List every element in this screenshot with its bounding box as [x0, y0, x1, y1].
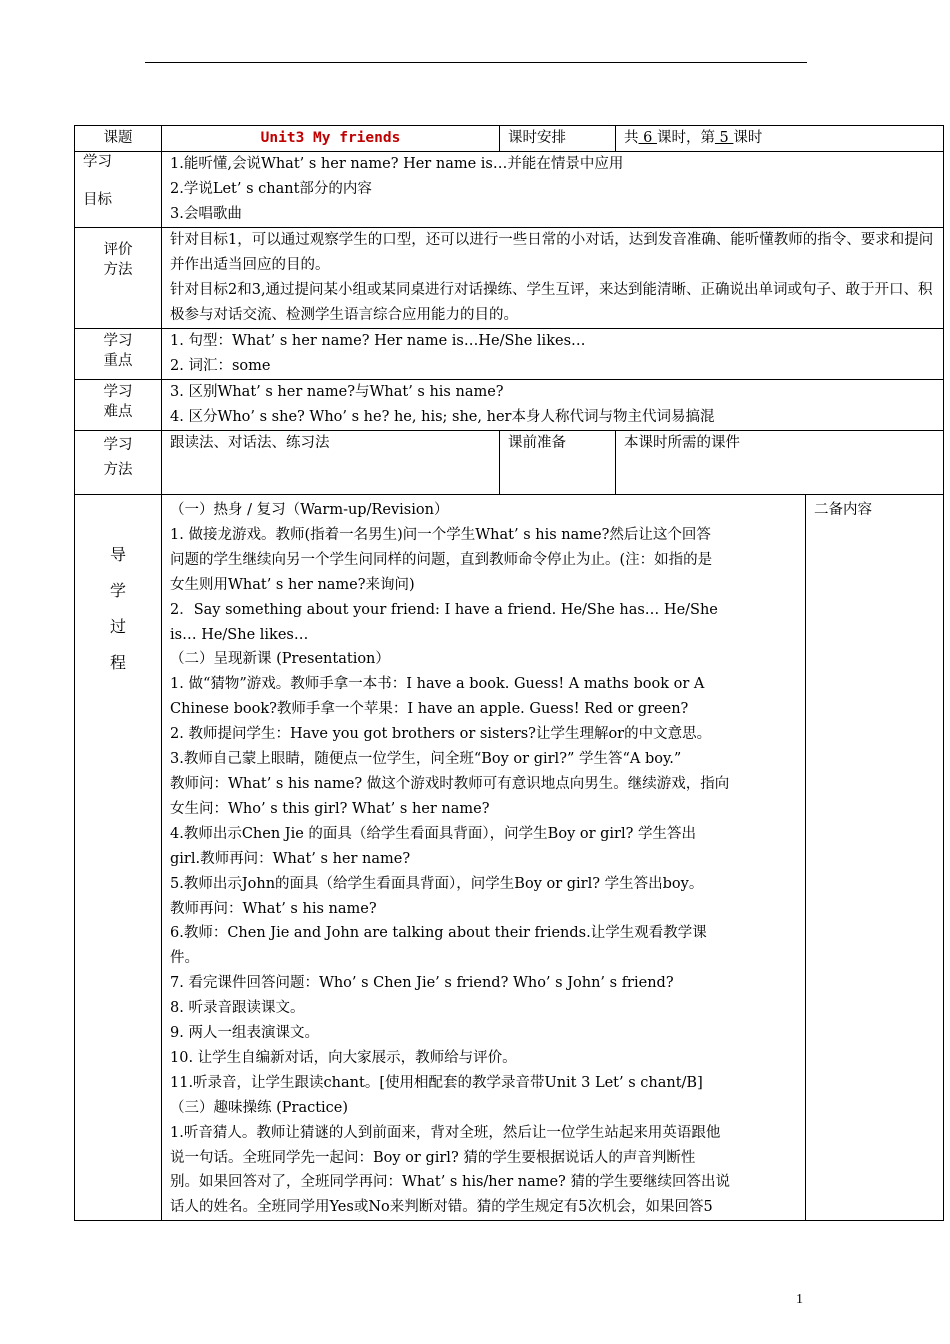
- schedule-total: 6: [638, 130, 657, 146]
- evaluation-item: 针对目标2和3,通过提问某小组或某同桌进行对话操练、学生互评，来达到能清晰、正确说出单词或句子、敢于开口、积极参与对话交流、检测学生语言综合应用能力的目的。: [170, 282, 933, 323]
- topic-row: [75, 126, 944, 152]
- process-line: 话人的姓名。全班同学用Yes或No来判断对错。猜的学生规定有5次机会，如果回答5: [170, 1199, 713, 1216]
- process-line: 问题的学生继续向另一个学生问同样的问题，直到教师命令停止为止。(注：如指的是: [170, 551, 713, 568]
- process-label-char: 过: [109, 617, 126, 636]
- methods-label-line1: 学习: [103, 437, 133, 453]
- evaluation-content: [162, 228, 944, 329]
- process-line: 教师问：What’ s his name? 做这个游戏时教师可有意识地点向男生。继续游戏，指向: [170, 775, 730, 792]
- schedule-current: 5: [714, 130, 734, 146]
- key-points-content: [162, 329, 944, 380]
- difficulties-label-line2: 难点: [103, 404, 133, 420]
- difficulties-label-line1: 学习: [103, 384, 133, 400]
- process-label-char: 学: [109, 581, 126, 600]
- process-label: [75, 495, 162, 1221]
- goals-row: [75, 152, 944, 228]
- process-line: （三）趣味操练 (Practice): [170, 1099, 349, 1116]
- process-line: 教师再问：What’ s his name?: [170, 900, 377, 917]
- difficulty-item: 4. 区分Who’ s she? Who’ s he? he, his; she, her本身人称代词与物主代词易搞混: [170, 409, 715, 425]
- goal-item: 3.会唱歌曲: [170, 206, 242, 222]
- notes-column: [806, 495, 944, 1221]
- schedule-label: 课时安排: [500, 126, 616, 152]
- key-points-row: [75, 329, 944, 380]
- methods-label-line2: 方法: [103, 462, 133, 478]
- process-content: [162, 495, 806, 1221]
- process-line: 9. 两人一组表演课文。: [170, 1025, 319, 1042]
- schedule-suffix: 课时: [733, 130, 763, 146]
- schedule-prefix: 共: [624, 130, 639, 146]
- process-label-char: 导: [109, 545, 126, 564]
- evaluation-label-line2: 方法: [103, 262, 133, 278]
- topic-label: 课题: [75, 126, 162, 152]
- schedule-value: [616, 126, 944, 152]
- lesson-plan-table: [74, 125, 944, 1221]
- process-line: （一）热身 / 复习（Warm-up/Revision）: [170, 502, 449, 518]
- process-line: 1. 做“猜物”游戏。教师手拿一本书：I have a book. Guess! A maths book or A: [170, 676, 705, 693]
- process-line: 8. 听录音跟读课文。: [170, 1000, 305, 1017]
- methods-label: [75, 431, 162, 495]
- key-points-label: [75, 329, 162, 380]
- process-line: 11.听录音，让学生跟读chant。[使用相配套的教学录音带Unit 3 Let’ s chant/B]: [170, 1074, 703, 1091]
- header-rule: [145, 62, 807, 63]
- key-points-label-line2: 重点: [103, 353, 133, 369]
- difficulty-item: 3. 区别What’ s her name?与What’ s his name?: [170, 384, 504, 400]
- goal-item: 2.学说Let’ s chant部分的内容: [170, 181, 372, 197]
- process-line: 10. 让学生自编新对话，向大家展示，教师给与评价。: [170, 1049, 517, 1066]
- process-line: 6.教师：Chen Jie and John are talking about their friends.让学生观看教学课: [170, 925, 707, 942]
- page-number: 1: [796, 1292, 803, 1307]
- methods-row: [75, 431, 944, 495]
- process-row: [75, 495, 944, 1221]
- key-point-item: 1. 句型：What’ s her name? Her name is…He/She likes…: [170, 333, 586, 349]
- process-line: 4.教师出示Chen Jie 的面具（给学生看面具背面），问学生Boy or girl? 学生答出: [170, 825, 697, 842]
- goals-content: [162, 152, 944, 228]
- process-line: 7. 看完课件回答问题：Who’ s Chen Jie’ s friend? Who’ s John’ s friend?: [170, 975, 674, 992]
- notes-label: 二备内容: [814, 502, 872, 518]
- process-line: 1. 做接龙游戏。教师(指着一名男生)问一个学生What’ s his name?然后让这个回答: [170, 526, 711, 543]
- methods-value: 跟读法、对话法、练习法: [162, 431, 500, 495]
- prep-label: 课前准备: [500, 431, 616, 495]
- process-line: 3.教师自己蒙上眼睛，随便点一位学生，问全班“Boy or girl?” 学生答“A boy.”: [170, 751, 682, 768]
- difficulties-row: [75, 380, 944, 431]
- process-line: girl.教师再问：What’ s her name?: [170, 850, 411, 867]
- process-line: is… He/She likes…: [170, 626, 309, 643]
- process-line: 女生问：Who’ s this girl? What’ s her name?: [170, 800, 490, 817]
- key-point-item: 2. 词汇：some: [170, 358, 271, 374]
- goals-label: [75, 152, 162, 228]
- process-line: 女生则用What’ s her name?来询问): [170, 576, 415, 593]
- process-line: 说一句话。全班同学先一起问：Boy or girl? 猜的学生要根据说话人的声音判断性: [170, 1149, 696, 1166]
- process-line: 2．Say something about your friend: I have a friend. He/She has… He/She: [170, 601, 718, 618]
- evaluation-row: [75, 228, 944, 329]
- process-line: 2. 教师提问学生：Have you got brothers or sisters?让学生理解or的中文意思。: [170, 726, 712, 743]
- difficulties-content: [162, 380, 944, 431]
- process-line: 5.教师出示John的面具（给学生看面具背面），问学生Boy or girl? 学生答出boy。: [170, 875, 704, 892]
- process-line: （二）呈现新课 (Presentation）: [170, 651, 390, 668]
- evaluation-item: 针对目标1，可以通过观察学生的口型，还可以进行一些日常的小对话，达到发音准确、能听懂教师的指令、要求和提问并作出适当回应的目的。: [170, 232, 934, 273]
- evaluation-label: [75, 228, 162, 329]
- topic-title: Unit3 My friends: [162, 126, 500, 152]
- goals-label-line2: 目标: [83, 192, 112, 208]
- prep-value: 本课时所需的课件: [616, 431, 944, 495]
- process-line: 1.听音猜人。教师让猜谜的人到前面来，背对全班，然后让一位学生站起来用英语跟他: [170, 1124, 721, 1141]
- process-line: Chinese book?教师手拿一个苹果：I have an apple. Guess! Red or green?: [170, 701, 689, 718]
- process-label-char: 程: [109, 653, 126, 672]
- goals-label-line1: 学习: [83, 154, 112, 170]
- evaluation-label-line1: 评价: [103, 242, 133, 258]
- process-line: 别。如果回答对了，全班同学再问：What’ s his/her name? 猜的学生要继续回答出说: [170, 1174, 730, 1191]
- goal-item: 1.能听懂,会说What’ s her name? Her name is…并能在情景中应用: [170, 156, 624, 172]
- process-line: 件。: [170, 950, 199, 967]
- difficulties-label: [75, 380, 162, 431]
- key-points-label-line1: 学习: [103, 333, 133, 349]
- schedule-mid: 课时，第: [656, 130, 715, 146]
